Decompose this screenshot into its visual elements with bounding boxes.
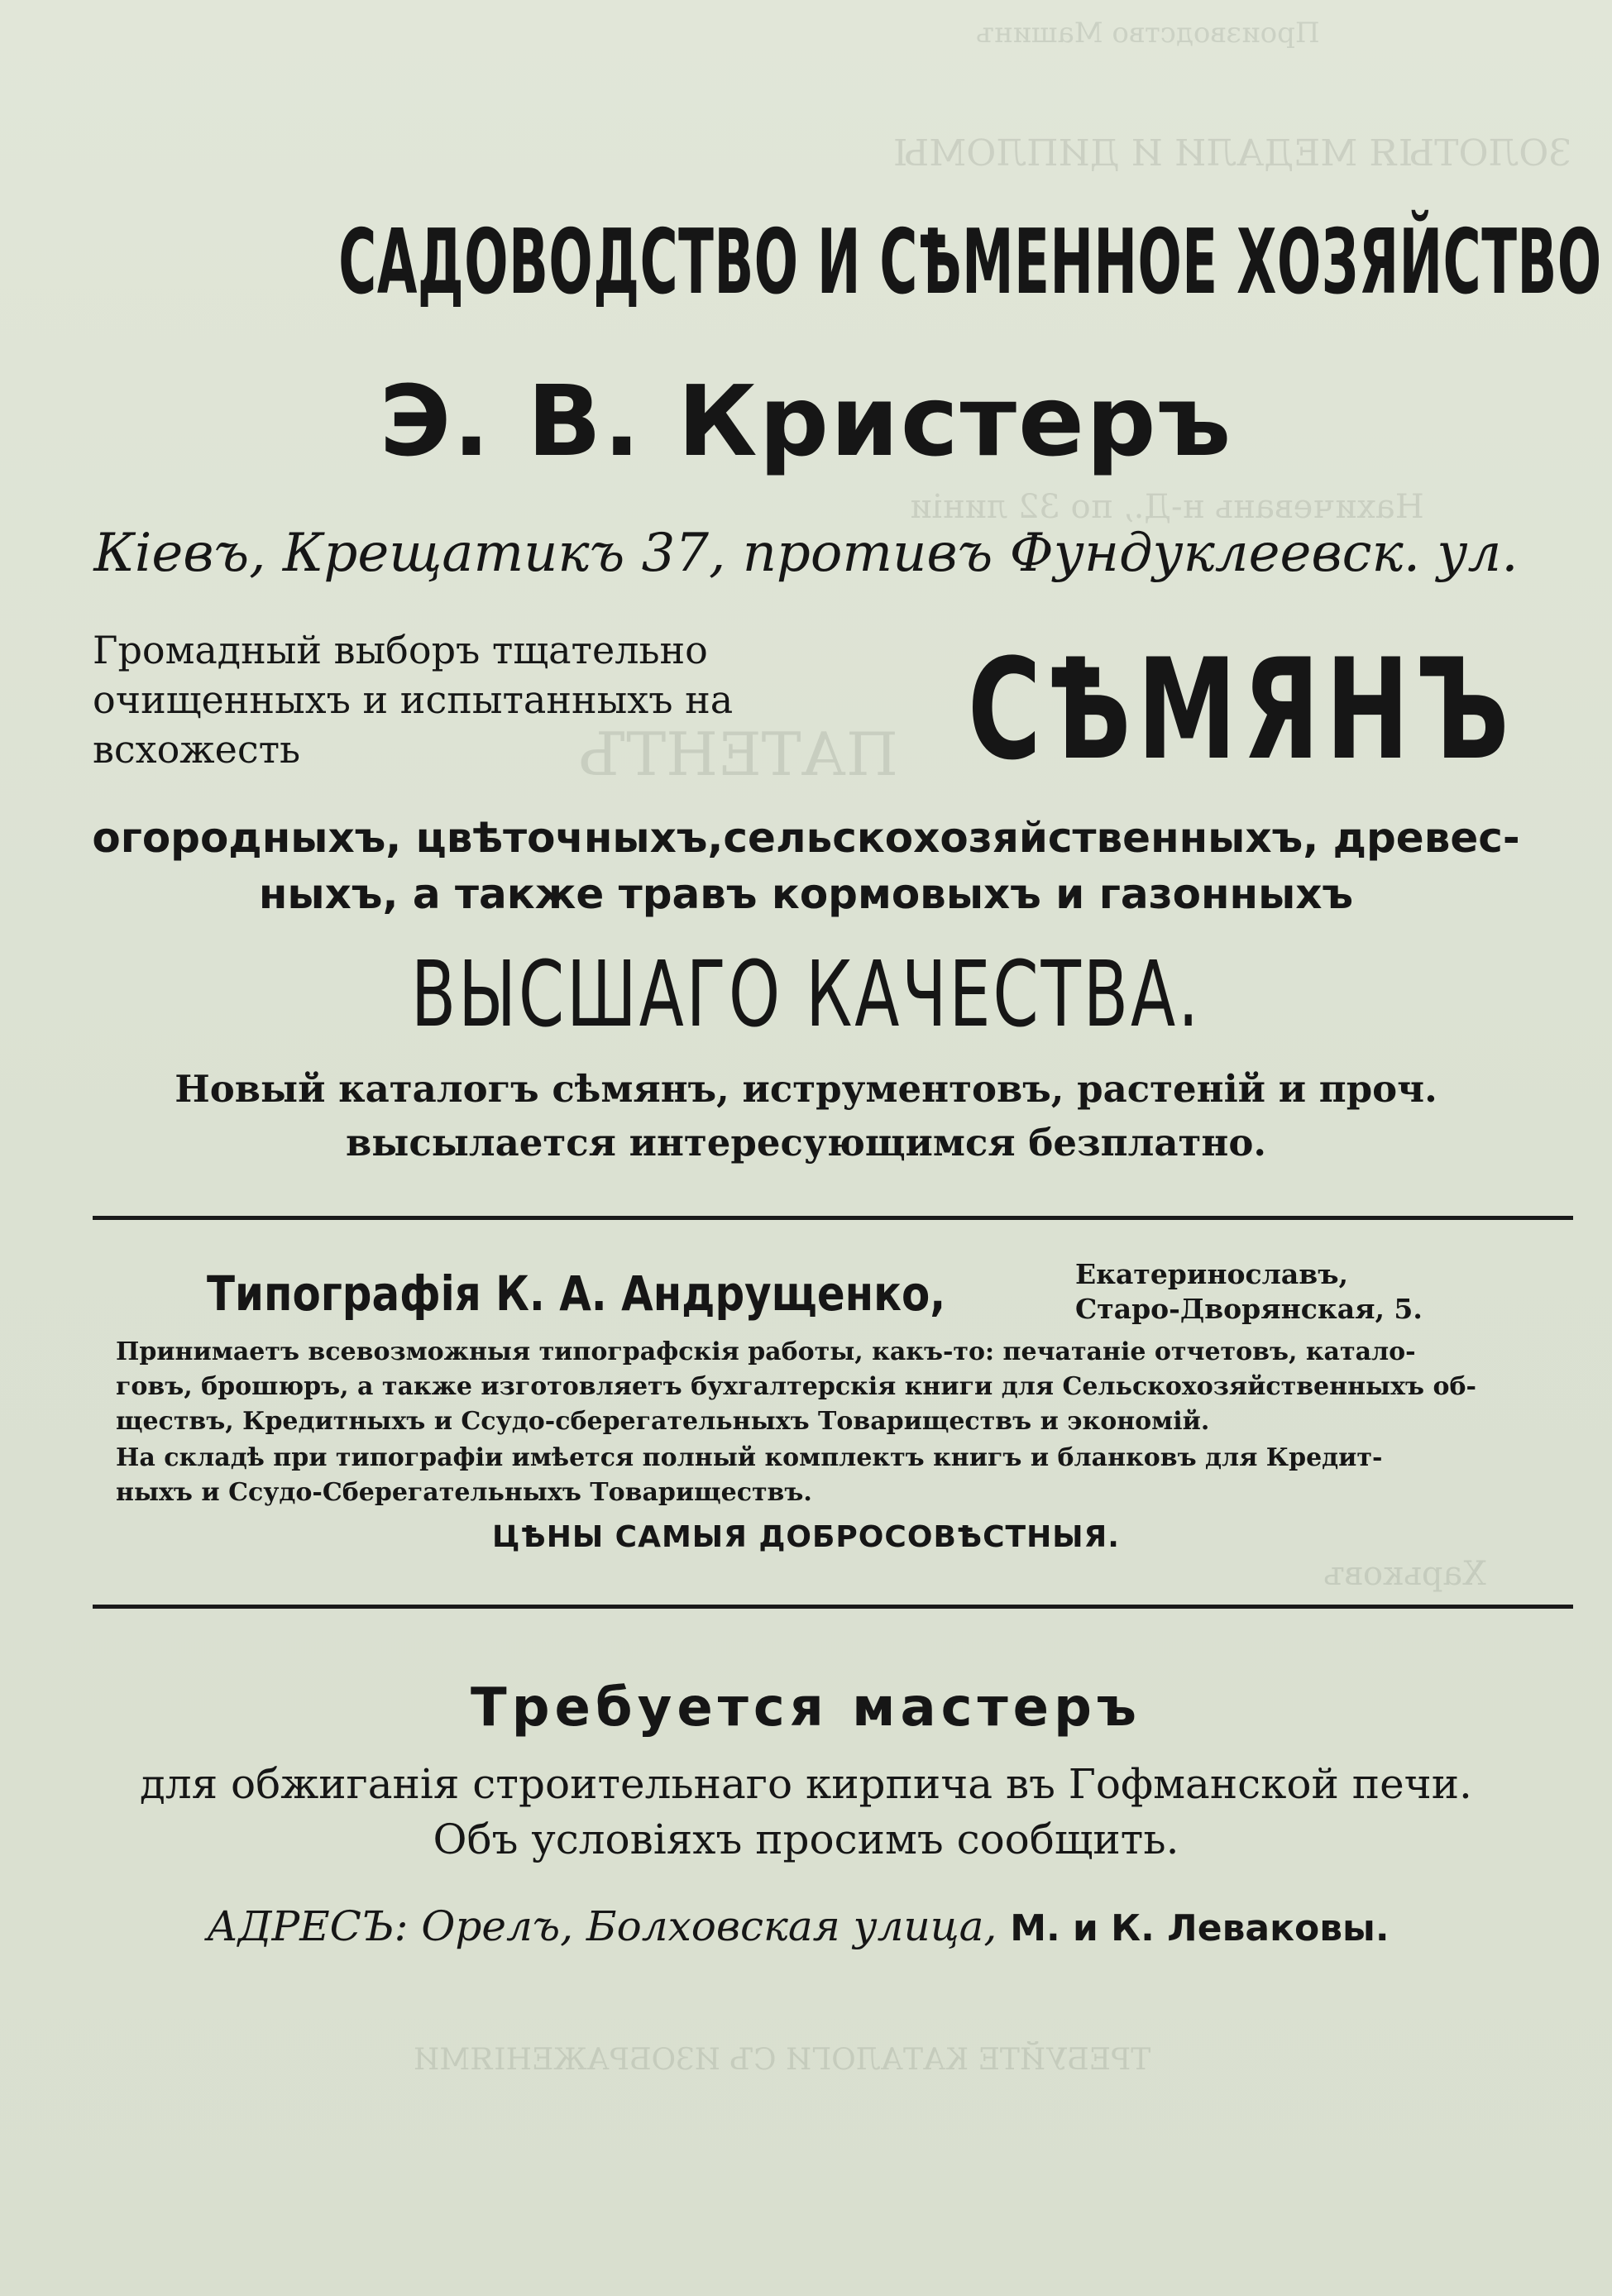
ad1-company-name: Э. В. Кристеръ	[379, 364, 1233, 478]
bleed-through-texture: ПАТЕНТЪ	[579, 720, 898, 789]
bleed-through-texture: ТРЕБУЙТЕ КАТАЛОГИ СЪ ИЗОБРАЖЕНІЯМИ	[414, 2043, 1151, 2077]
ad1-intro-line: очищенныхъ и испытанныхъ на	[93, 677, 734, 722]
ad2-text-line: На складѣ при типографіи имѣется полный комплектъ книгъ и бланковъ для Кредит-	[116, 1443, 1383, 1472]
ad1-seeds-word: СѢМЯНЪ	[968, 629, 1516, 791]
ad1-kinds-line: ныхъ, а также травъ кормовыхъ и газонныхъ	[258, 870, 1354, 918]
ad2-paragraph-2	[116, 1441, 1530, 1510]
ad2-street: Старо-Дворянская, 5.	[1075, 1293, 1423, 1325]
ad1-kinds-line: огородныхъ, цвѣточныхъ,сельскохозяйственныхъ, древес-	[92, 814, 1520, 862]
ad1-address: Кіевъ, Крещатикъ 37, противъ Фундуклеевск. ул.	[93, 523, 1519, 584]
ad2-prices: ЦѢНЫ САМЫЯ ДОБРОСОВѢСТНЫЯ.	[492, 1520, 1120, 1554]
ad2-paragraph-1	[116, 1335, 1530, 1439]
ad2-text-line: Принимаетъ всевозможныя типографскія работы, какъ-то: печатаніе отчетовъ, катало-	[116, 1337, 1416, 1366]
bleed-through-texture: Производство Машинъ	[976, 17, 1320, 50]
bleed-through-texture: Харьковъ	[1323, 1555, 1486, 1593]
separator-rule	[93, 1216, 1573, 1220]
bleed-through-texture: ЗОЛОТЫЯ МЕДАЛИ И ДИПЛОМЫ	[893, 132, 1571, 175]
ad2-text-line: говъ, брошюръ, а также изготовляетъ бухгалтерскія книги для Сельскохозяйственныхъ об-	[116, 1372, 1476, 1401]
ad1-quality: ВЫСШАГО КАЧЕСТВА.	[410, 941, 1202, 1047]
ad1-catalog-line: высылается интересующимся безплатно.	[345, 1121, 1267, 1165]
ad1-title: САДОВОДСТВО И СѢМЕННОЕ ХОЗЯЙСТВО	[338, 211, 1602, 314]
ad2-city: Екатеринославъ,	[1075, 1258, 1348, 1290]
ad1-intro-line: всхожесть	[93, 727, 301, 772]
ad3-title: Требуется мастеръ	[471, 1677, 1141, 1739]
ad3-address-names: М. и К. Леваковы.	[1010, 1907, 1390, 1949]
separator-rule	[93, 1605, 1573, 1609]
ad3-line: Объ условіяхъ просимъ сообщить.	[433, 1815, 1179, 1863]
ad2-printer-name: Типографія К. А. Андрущенко,	[207, 1265, 946, 1322]
ad3-address	[207, 1902, 1390, 1950]
ad1-intro	[93, 625, 936, 774]
bleed-through-texture: Нахичевань н-Д., по 32 линіи	[910, 488, 1424, 526]
ad2-text-line: ныхъ и Ссудо-Сберегательныхъ Товариществъ.	[116, 1478, 812, 1507]
ad3-address-label: АДРЕСЪ: Орелъ, Болховская улица,	[207, 1902, 997, 1950]
ad3-line: для обжиганія строительнаго кирпича въ Гофманской печи.	[140, 1760, 1472, 1808]
ad1-catalog-line: Новый каталогъ сѣмянъ, иструментовъ, растеній и проч.	[175, 1067, 1437, 1111]
ad2-text-line: ществъ, Кредитныхъ и Ссудо-сберегательныхъ Товариществъ и экономій.	[116, 1407, 1210, 1436]
ad1-intro-line: Громадный выборъ тщательно	[93, 628, 708, 672]
ad2-printer-address	[1075, 1257, 1423, 1327]
